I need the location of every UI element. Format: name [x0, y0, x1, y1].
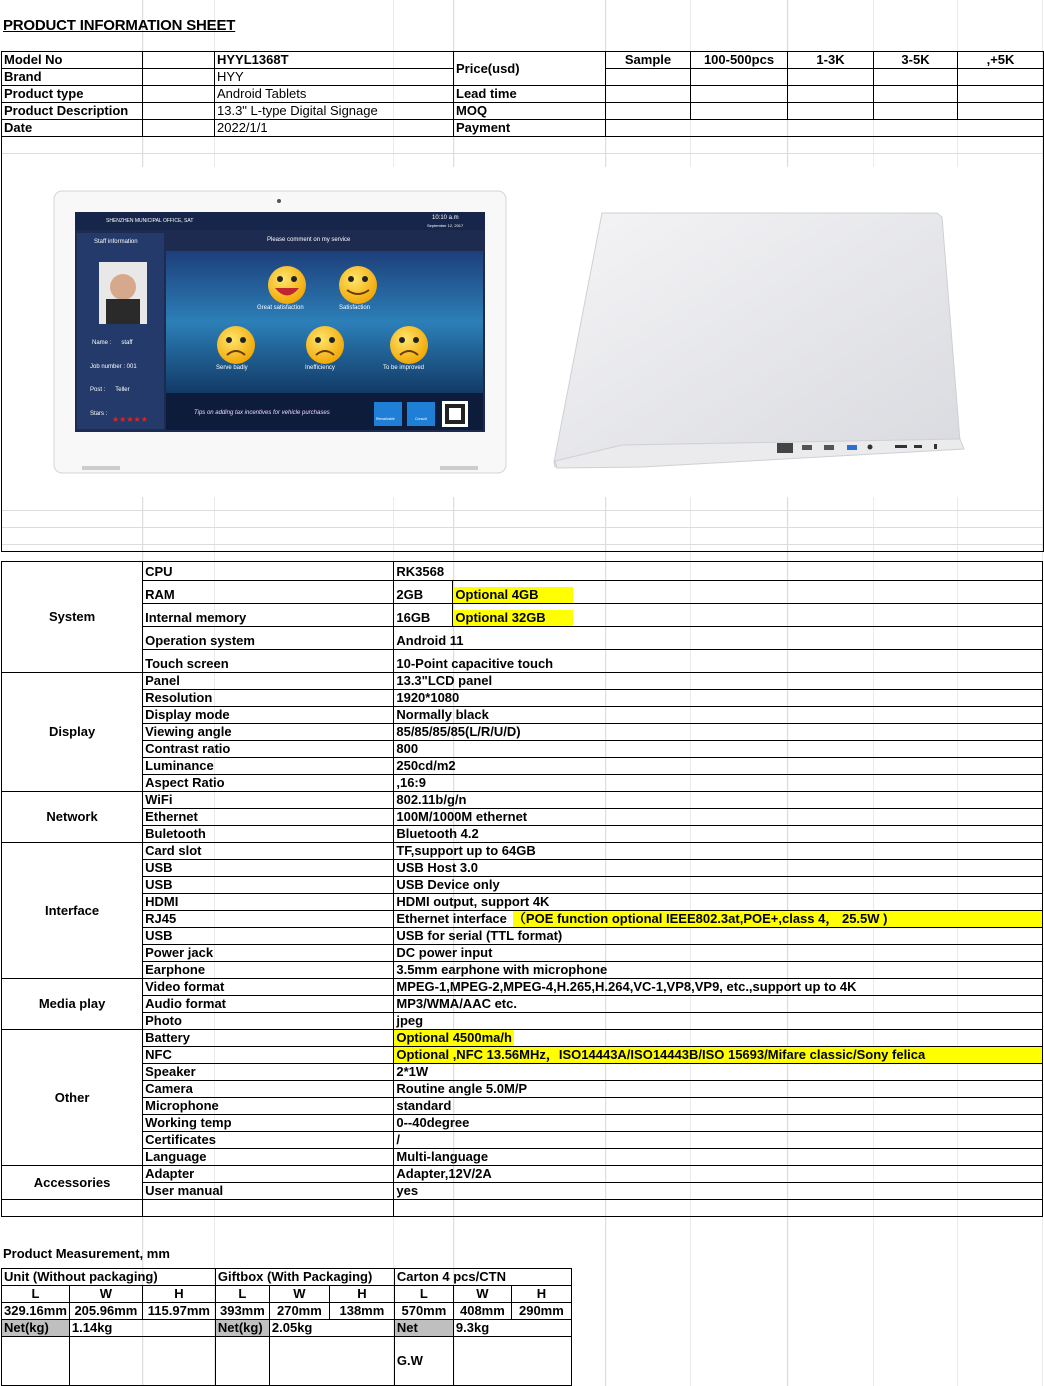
- price-col: 3-5K: [874, 52, 958, 69]
- spec-item: Video format: [143, 979, 394, 996]
- spec-item: USB: [143, 877, 394, 894]
- unit-net-value: 1.14kg: [69, 1320, 215, 1337]
- dim-head: H: [329, 1286, 394, 1303]
- spec-row: [2, 1013, 1043, 1030]
- spec-row: [2, 979, 1043, 996]
- screen-name: Name : staff: [92, 340, 133, 346]
- spec-row: [2, 724, 1043, 741]
- spec-value: Routine angle 5.0M/P: [396, 1081, 528, 1096]
- spec-value: Optional ,NFC 13.56MHz，ISO14443A/ISO14443B/ISO 15693/Mifare classic/Sony felica: [394, 1047, 1042, 1063]
- spec-row: [2, 650, 1043, 673]
- dim-head: W: [69, 1286, 142, 1303]
- spec-value: USB Device only: [396, 877, 500, 892]
- spec-value: RK3568: [396, 564, 445, 579]
- spec-value: yes: [396, 1183, 419, 1198]
- spec-row: [2, 1098, 1043, 1115]
- dim-value: 290mm: [511, 1303, 571, 1320]
- spec-group: Media play: [2, 979, 143, 1030]
- dim-head: L: [394, 1286, 453, 1303]
- spec-optional: Optional 4GB: [453, 587, 573, 603]
- spec-row: [2, 809, 1043, 826]
- spec-group: Accessories: [2, 1166, 143, 1200]
- spec-value: DC power input: [396, 945, 493, 960]
- image-area: [1, 137, 1044, 552]
- measurement-table: [1, 1268, 572, 1386]
- spec-item: NFC: [143, 1047, 394, 1064]
- spec-row: [2, 1064, 1043, 1081]
- spec-row: [2, 843, 1043, 860]
- screen-comment: Please comment on my service: [267, 237, 351, 243]
- spec-value: MPEG-1,MPEG-2,MPEG-4,H.265,H.264,VC-1,VP8,VP9, etc.,support up to 4K: [396, 979, 857, 994]
- dim-value: 270mm: [269, 1303, 329, 1320]
- spec-value: 802.11b/g/n: [396, 792, 467, 807]
- screen-org: SHENZHEN MUNICIPAL OFFICE, SAT: [106, 218, 194, 224]
- spec-value: USB Host 3.0: [396, 860, 478, 875]
- dim-value: 205.96mm: [69, 1303, 142, 1320]
- moq-label: MOQ: [454, 103, 606, 120]
- spec-table: [1, 561, 1043, 1217]
- screen-time: 10:10 a.m: [432, 215, 459, 221]
- spec-row: [2, 894, 1043, 911]
- spec-item: Adapter: [143, 1166, 394, 1183]
- spec-item: Audio format: [143, 996, 394, 1013]
- spec-group: Other: [2, 1030, 143, 1166]
- screen-ticker: Tips on adding tax incentives for vehicle purchases: [194, 410, 330, 416]
- spec-optional: Optional 32GB: [453, 610, 573, 626]
- spec-value: 3.5mm earphone with microphone: [396, 962, 608, 977]
- spec-item: Language: [143, 1149, 394, 1166]
- spec-row: [2, 581, 1043, 604]
- spec-value: 800: [396, 741, 419, 756]
- spec-row: [2, 1081, 1043, 1098]
- spec-row: [2, 945, 1043, 962]
- spec-group: Display: [2, 673, 143, 792]
- spec-value: 16GB: [394, 604, 453, 627]
- spec-row: [2, 962, 1043, 979]
- spec-value: 0--40degree: [396, 1115, 470, 1130]
- screen-improve: To be improved: [383, 365, 425, 371]
- spec-item: Buletooth: [143, 826, 394, 843]
- spec-item: Touch screen: [143, 650, 394, 673]
- spec-value: /: [396, 1132, 400, 1147]
- spec-row: [2, 673, 1043, 690]
- screen-great: Great satisfaction: [257, 305, 304, 311]
- spec-row: [2, 758, 1043, 775]
- dim-value: 115.97mm: [142, 1303, 215, 1320]
- carton-net-label: Net: [394, 1320, 453, 1337]
- dim-head: H: [511, 1286, 571, 1303]
- dim-head: L: [215, 1286, 269, 1303]
- spec-value: Optional 4500ma/h: [394, 1030, 514, 1046]
- type-value: Android Tablets: [215, 86, 454, 103]
- spec-row: [2, 1030, 1043, 1047]
- spec-value: 100M/1000M ethernet: [396, 809, 528, 824]
- desc-value: 13.3" L-type Digital Signage: [215, 103, 454, 120]
- dim-value: 138mm: [329, 1303, 394, 1320]
- spec-item: USB: [143, 860, 394, 877]
- measurement-title: Product Measurement, mm: [3, 1246, 170, 1261]
- spec-item: USB: [143, 928, 394, 945]
- gift-net-value: 2.05kg: [269, 1320, 394, 1337]
- screen-btn1: Remarkable: [376, 417, 395, 421]
- screen-inefficiency: Inefficiency: [305, 365, 335, 371]
- spec-row: [2, 911, 1043, 928]
- gift-net-label: Net(kg): [215, 1320, 269, 1337]
- spec-group: Network: [2, 792, 143, 843]
- carton-net-value: 9.3kg: [453, 1320, 571, 1337]
- spec-optional: （POE function optional IEEE802.3at,POE+,class 4， 25.5W ): [513, 911, 1043, 927]
- tablet-side: [554, 213, 964, 468]
- spec-row: [2, 690, 1043, 707]
- brand-value: HYY: [215, 69, 454, 86]
- dim-value: 393mm: [215, 1303, 269, 1320]
- price-col: ,+5K: [958, 52, 1044, 69]
- spec-row: [2, 1115, 1043, 1132]
- screen-btn2: Consult: [415, 417, 427, 421]
- screen-date: September 12, 2017: [427, 223, 464, 228]
- spec-item: Camera: [143, 1081, 394, 1098]
- spec-row: [2, 792, 1043, 809]
- dim-head: W: [453, 1286, 511, 1303]
- dim-head: W: [269, 1286, 329, 1303]
- spec-value: MP3/WMA/AAC etc.: [396, 996, 517, 1011]
- spec-item: Ethernet: [143, 809, 394, 826]
- spec-item: Speaker: [143, 1064, 394, 1081]
- spec-value: Bluetooth 4.2: [396, 826, 479, 841]
- gw-label: G.W: [394, 1337, 453, 1386]
- unit-label: Unit (Without packaging): [2, 1269, 216, 1286]
- model-label: Model No: [2, 52, 143, 69]
- spec-row: [2, 627, 1043, 650]
- spec-value: Normally black: [396, 707, 489, 722]
- payment-label: Payment: [454, 120, 606, 137]
- dim-value: 570mm: [394, 1303, 453, 1320]
- spec-value: 2GB: [394, 581, 453, 604]
- spec-value: 250cd/m2: [396, 758, 456, 773]
- spec-value: 1920*1080: [396, 690, 460, 705]
- spec-item: Card slot: [143, 843, 394, 860]
- spec-row: [2, 928, 1043, 945]
- screen-satisfaction: Satisfaction: [339, 305, 371, 311]
- spec-item: Resolution: [143, 690, 394, 707]
- spec-value: 13.3"LCD panel: [396, 673, 493, 688]
- spec-value: Android 11: [396, 633, 464, 648]
- spec-value: 85/85/85/85(L/R/U/D): [396, 724, 521, 739]
- screen-staff-info: Staff information: [94, 239, 138, 245]
- dim-value: 408mm: [453, 1303, 511, 1320]
- price-label: Price(usd): [454, 52, 606, 86]
- dim-head: H: [142, 1286, 215, 1303]
- spec-row: [2, 877, 1043, 894]
- date-value: 2022/1/1: [215, 120, 454, 137]
- spec-item: Display mode: [143, 707, 394, 724]
- spec-item: Power jack: [143, 945, 394, 962]
- price-col: 1-3K: [788, 52, 874, 69]
- spec-item: Operation system: [143, 627, 394, 650]
- spec-item: Luminance: [143, 758, 394, 775]
- spec-item: HDMI: [143, 894, 394, 911]
- spec-value: 10-Point capacitive touch: [396, 656, 554, 671]
- spec-value: HDMI output, support 4K: [396, 894, 550, 909]
- spec-item: Contrast ratio: [143, 741, 394, 758]
- dim-value: 329.16mm: [2, 1303, 70, 1320]
- model-value: HYYL1368T: [215, 52, 454, 69]
- svg-text:★★★★★: ★★★★★: [112, 415, 148, 424]
- spec-item: Working temp: [143, 1115, 394, 1132]
- spec-item: WiFi: [143, 792, 394, 809]
- spec-item: Earphone: [143, 962, 394, 979]
- spec-item: Microphone: [143, 1098, 394, 1115]
- header-table: [1, 51, 1044, 137]
- spec-item: Battery: [143, 1030, 394, 1047]
- spec-value: standard: [396, 1098, 452, 1113]
- spec-value: Adapter,12V/2A: [396, 1166, 492, 1181]
- lead-label: Lead time: [454, 86, 606, 103]
- giftbox-label: Giftbox (With Packaging): [215, 1269, 394, 1286]
- spec-value: Ethernet interface: [396, 911, 507, 926]
- screen-stars: Stars :: [90, 411, 108, 417]
- spec-value: Multi-language: [396, 1149, 489, 1164]
- screen-post: Post : Teller: [90, 387, 130, 393]
- spec-value: 2*1W: [396, 1064, 429, 1079]
- spec-row: [2, 1183, 1043, 1200]
- price-col: 100-500pcs: [691, 52, 788, 69]
- screen-job: Job number : 001: [90, 364, 137, 370]
- spec-row: [2, 1132, 1043, 1149]
- spec-value: ,16:9: [396, 775, 426, 790]
- dim-head: L: [2, 1286, 70, 1303]
- spec-item: RAM: [143, 581, 394, 604]
- spec-item: Photo: [143, 1013, 394, 1030]
- product-images: [2, 177, 1042, 497]
- page-title: PRODUCT INFORMATION SHEET: [3, 17, 236, 34]
- price-col: Sample: [606, 52, 691, 69]
- spec-item: RJ45: [143, 911, 394, 928]
- spec-item: Viewing angle: [143, 724, 394, 741]
- spec-row: [2, 562, 1043, 581]
- spec-row: [2, 1166, 1043, 1183]
- desc-label: Product Description: [2, 103, 143, 120]
- spec-item: Panel: [143, 673, 394, 690]
- spec-row: [2, 826, 1043, 843]
- date-label: Date: [2, 120, 143, 137]
- spec-row: [2, 996, 1043, 1013]
- unit-net-label: Net(kg): [2, 1320, 70, 1337]
- spec-row: [2, 1149, 1043, 1166]
- spec-item: Aspect Ratio: [143, 775, 394, 792]
- spec-value: USB for serial (TTL format): [396, 928, 563, 943]
- spec-row: [2, 860, 1043, 877]
- screen-very-bad: Serve badly: [216, 365, 248, 371]
- spec-item: Internal memory: [143, 604, 394, 627]
- spec-row: [2, 604, 1043, 627]
- spec-value: TF,support up to 64GB: [396, 843, 536, 858]
- spec-row: [2, 741, 1043, 758]
- spec-group: System: [2, 562, 143, 673]
- carton-label: Carton 4 pcs/CTN: [394, 1269, 571, 1286]
- spec-item: User manual: [143, 1183, 394, 1200]
- spec-value: jpeg: [396, 1013, 424, 1028]
- spec-row: [2, 775, 1043, 792]
- brand-label: Brand: [2, 69, 143, 86]
- spec-group: Interface: [2, 843, 143, 979]
- spec-row: [2, 707, 1043, 724]
- spec-row: [2, 1047, 1043, 1064]
- spec-item: Certificates: [143, 1132, 394, 1149]
- type-label: Product type: [2, 86, 143, 103]
- spec-item: CPU: [143, 562, 394, 581]
